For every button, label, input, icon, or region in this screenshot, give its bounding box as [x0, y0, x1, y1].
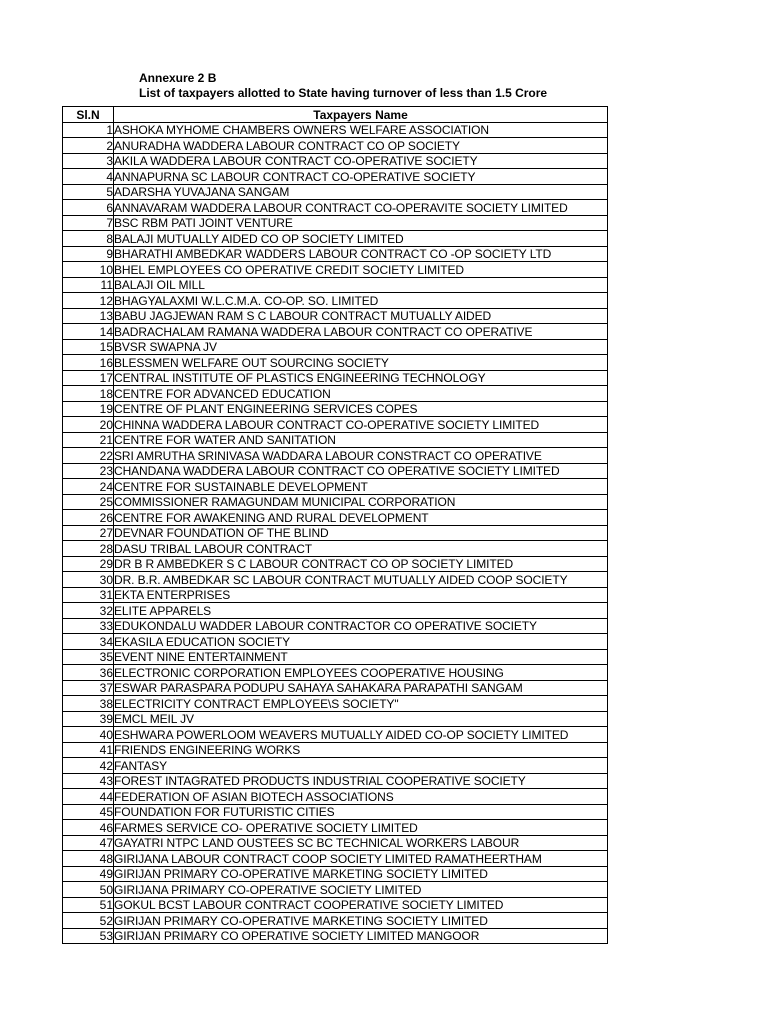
serial-number-cell: 41 — [63, 742, 114, 758]
table-row — [63, 851, 608, 867]
taxpayer-name-cell: BSC RBM PATI JOINT VENTURE — [114, 215, 608, 231]
table-row — [63, 525, 608, 541]
taxpayer-name-cell: EKTA ENTERPRISES — [114, 587, 608, 603]
table-row — [63, 820, 608, 836]
taxpayer-name-cell: BADRACHALAM RAMANA WADDERA LABOUR CONTRACT CO OPERATIVE — [114, 324, 608, 340]
serial-number-cell: 16 — [63, 355, 114, 371]
table-row — [63, 758, 608, 774]
taxpayer-name-cell: GIRIJAN PRIMARY CO-OPERATIVE MARKETING SOCIETY LIMITED — [114, 913, 608, 929]
table-row — [63, 277, 608, 293]
serial-number-cell: 32 — [63, 603, 114, 619]
table-row — [63, 463, 608, 479]
serial-number-cell: 31 — [63, 587, 114, 603]
serial-number-cell: 39 — [63, 711, 114, 727]
serial-number-cell: 52 — [63, 913, 114, 929]
table-row — [63, 417, 608, 433]
serial-number-cell: 10 — [63, 262, 114, 278]
serial-number-cell: 14 — [63, 324, 114, 340]
serial-number-cell: 3 — [63, 153, 114, 169]
taxpayer-name-cell: BHEL EMPLOYEES CO OPERATIVE CREDIT SOCIETY LIMITED — [114, 262, 608, 278]
table-row — [63, 231, 608, 247]
taxpayer-name-cell: FANTASY — [114, 758, 608, 774]
taxpayer-name-cell: ELECTRONIC CORPORATION EMPLOYEES COOPERATIVE HOUSING — [114, 665, 608, 681]
table-row — [63, 618, 608, 634]
serial-number-cell: 8 — [63, 231, 114, 247]
table-row — [63, 169, 608, 185]
table-row — [63, 308, 608, 324]
table-row — [63, 448, 608, 464]
table-row — [63, 324, 608, 340]
table-row — [63, 789, 608, 805]
table-row — [63, 572, 608, 588]
serial-number-header: Sl.N — [63, 107, 114, 123]
table-row — [63, 355, 608, 371]
table-row — [63, 200, 608, 216]
annexure-label: Annexure 2 B — [139, 71, 217, 85]
table-row — [63, 339, 608, 355]
table-row — [63, 603, 608, 619]
serial-number-cell: 6 — [63, 200, 114, 216]
table-row — [63, 711, 608, 727]
taxpayers-table — [62, 106, 608, 944]
serial-number-cell: 13 — [63, 308, 114, 324]
taxpayer-name-cell: ADARSHA YUVAJANA SANGAM — [114, 184, 608, 200]
taxpayer-name-cell: GAYATRI NTPC LAND OUSTEES SC BC TECHNICAL WORKERS LABOUR — [114, 835, 608, 851]
table-row — [63, 587, 608, 603]
taxpayer-name-cell: BLESSMEN WELFARE OUT SOURCING SOCIETY — [114, 355, 608, 371]
serial-number-cell: 43 — [63, 773, 114, 789]
serial-number-cell: 40 — [63, 727, 114, 743]
serial-number-cell: 35 — [63, 649, 114, 665]
taxpayer-name-cell: EVENT NINE ENTERTAINMENT — [114, 649, 608, 665]
taxpayer-name-cell: ANURADHA WADDERA LABOUR CONTRACT CO OP SOCIETY — [114, 138, 608, 154]
serial-number-cell: 53 — [63, 928, 114, 944]
table-row — [63, 727, 608, 743]
table-row — [63, 773, 608, 789]
taxpayer-name-cell: COMMISSIONER RAMAGUNDAM MUNICIPAL CORPORATION — [114, 494, 608, 510]
table-row — [63, 882, 608, 898]
document-title: List of taxpayers allotted to State having turnover of less than 1.5 Crore — [139, 86, 548, 100]
taxpayer-name-cell: GIRIJANA PRIMARY CO-OPERATIVE SOCIETY LIMITED — [114, 882, 608, 898]
table-row — [63, 432, 608, 448]
taxpayer-name-cell: BHARATHI AMBEDKAR WADDERS LABOUR CONTRACT CO -OP SOCIETY LTD — [114, 246, 608, 262]
taxpayer-name-cell: ESWAR PARASPARA PODUPU SAHAYA SAHAKARA PARAPATHI SANGAM — [114, 680, 608, 696]
taxpayer-name-cell: EKASILA EDUCATION SOCIETY — [114, 634, 608, 650]
serial-number-cell: 22 — [63, 448, 114, 464]
serial-number-cell: 23 — [63, 463, 114, 479]
serial-number-cell: 51 — [63, 897, 114, 913]
table-row — [63, 556, 608, 572]
table-row — [63, 246, 608, 262]
serial-number-cell: 18 — [63, 386, 114, 402]
taxpayer-name-cell: AKILA WADDERA LABOUR CONTRACT CO-OPERATIVE SOCIETY — [114, 153, 608, 169]
serial-number-cell: 19 — [63, 401, 114, 417]
taxpayer-name-cell: EDUKONDALU WADDER LABOUR CONTRACTOR CO OPERATIVE SOCIETY — [114, 618, 608, 634]
taxpayer-name-cell: CHANDANA WADDERA LABOUR CONTRACT CO OPERATIVE SOCIETY LIMITED — [114, 463, 608, 479]
table-row — [63, 665, 608, 681]
table-row — [63, 122, 608, 138]
serial-number-cell: 5 — [63, 184, 114, 200]
taxpayer-name-cell: BHAGYALAXMI W.L.C.M.A. CO-OP. SO. LIMITED — [114, 293, 608, 309]
table-row — [63, 804, 608, 820]
table-row — [63, 634, 608, 650]
serial-number-cell: 47 — [63, 835, 114, 851]
taxpayer-name-cell: EMCL MEIL JV — [114, 711, 608, 727]
serial-number-cell: 48 — [63, 851, 114, 867]
serial-number-cell: 27 — [63, 525, 114, 541]
table-row — [63, 153, 608, 169]
table-row — [63, 510, 608, 526]
serial-number-cell: 37 — [63, 680, 114, 696]
taxpayer-name-cell: FOREST INTAGRATED PRODUCTS INDUSTRIAL COOPERATIVE SOCIETY — [114, 773, 608, 789]
taxpayer-name-cell: DEVNAR FOUNDATION OF THE BLIND — [114, 525, 608, 541]
serial-number-cell: 11 — [63, 277, 114, 293]
table-row — [63, 649, 608, 665]
taxpayer-name-cell: CHINNA WADDERA LABOUR CONTRACT CO-OPERATIVE SOCIETY LIMITED — [114, 417, 608, 433]
table-row — [63, 138, 608, 154]
serial-number-cell: 1 — [63, 122, 114, 138]
taxpayer-name-cell: ELITE APPARELS — [114, 603, 608, 619]
taxpayer-name-cell: FRIENDS ENGINEERING WORKS — [114, 742, 608, 758]
table-row — [63, 866, 608, 882]
serial-number-cell: 25 — [63, 494, 114, 510]
table-row — [63, 494, 608, 510]
taxpayer-name-cell: BVSR SWAPNA JV — [114, 339, 608, 355]
taxpayer-name-cell: GIRIJAN PRIMARY CO OPERATIVE SOCIETY LIMITED MANGOOR — [114, 928, 608, 944]
serial-number-cell: 50 — [63, 882, 114, 898]
table-row — [63, 696, 608, 712]
taxpayer-name-cell: FARMES SERVICE CO- OPERATIVE SOCIETY LIMITED — [114, 820, 608, 836]
serial-number-cell: 45 — [63, 804, 114, 820]
table-row — [63, 913, 608, 929]
taxpayer-name-cell: CENTRE OF PLANT ENGINEERING SERVICES COPES — [114, 401, 608, 417]
serial-number-cell: 30 — [63, 572, 114, 588]
table-row — [63, 215, 608, 231]
table-row — [63, 293, 608, 309]
table-row — [63, 401, 608, 417]
serial-number-cell: 34 — [63, 634, 114, 650]
taxpayer-name-cell: DR B R AMBEDKER S C LABOUR CONTRACT CO OP SOCIETY LIMITED — [114, 556, 608, 572]
taxpayer-name-cell: GOKUL BCST LABOUR CONTRACT COOPERATIVE SOCIETY LIMITED — [114, 897, 608, 913]
taxpayer-name-cell: CENTRE FOR WATER AND SANITATION — [114, 432, 608, 448]
taxpayer-name-cell: GIRIJANA LABOUR CONTRACT COOP SOCIETY LIMITED RAMATHEERTHAM — [114, 851, 608, 867]
serial-number-cell: 26 — [63, 510, 114, 526]
serial-number-cell: 38 — [63, 696, 114, 712]
taxpayer-name-cell: CENTRE FOR SUSTAINABLE DEVELOPMENT — [114, 479, 608, 495]
serial-number-cell: 15 — [63, 339, 114, 355]
taxpayer-name-cell: SRI AMRUTHA SRINIVASA WADDARA LABOUR CONSTRACT CO OPERATIVE — [114, 448, 608, 464]
serial-number-cell: 44 — [63, 789, 114, 805]
table-row — [63, 742, 608, 758]
table-header-row — [63, 107, 608, 123]
serial-number-cell: 9 — [63, 246, 114, 262]
table-row — [63, 897, 608, 913]
serial-number-cell: 29 — [63, 556, 114, 572]
taxpayer-name-cell: FEDERATION OF ASIAN BIOTECH ASSOCIATIONS — [114, 789, 608, 805]
serial-number-cell: 20 — [63, 417, 114, 433]
serial-number-cell: 24 — [63, 479, 114, 495]
serial-number-cell: 2 — [63, 138, 114, 154]
table-row — [63, 262, 608, 278]
serial-number-cell: 49 — [63, 866, 114, 882]
taxpayer-name-cell: FOUNDATION FOR FUTURISTIC CITIES — [114, 804, 608, 820]
serial-number-cell: 42 — [63, 758, 114, 774]
table-row — [63, 541, 608, 557]
table-row — [63, 370, 608, 386]
serial-number-cell: 12 — [63, 293, 114, 309]
taxpayer-name-cell: ASHOKA MYHOME CHAMBERS OWNERS WELFARE ASSOCIATION — [114, 122, 608, 138]
taxpayer-name-cell: ESHWARA POWERLOOM WEAVERS MUTUALLY AIDED CO-OP SOCIETY LIMITED — [114, 727, 608, 743]
table-row — [63, 928, 608, 944]
table-row — [63, 386, 608, 402]
taxpayer-name-cell: CENTRE FOR ADVANCED EDUCATION — [114, 386, 608, 402]
table-row — [63, 184, 608, 200]
taxpayer-name-cell: ANNAPURNA SC LABOUR CONTRACT CO-OPERATIVE SOCIETY — [114, 169, 608, 185]
taxpayer-name-cell: GIRIJAN PRIMARY CO-OPERATIVE MARKETING SOCIETY LIMITED — [114, 866, 608, 882]
serial-number-cell: 7 — [63, 215, 114, 231]
taxpayer-name-cell: ANNAVARAM WADDERA LABOUR CONTRACT CO-OPERAVITE SOCIETY LIMITED — [114, 200, 608, 216]
serial-number-cell: 33 — [63, 618, 114, 634]
serial-number-cell: 4 — [63, 169, 114, 185]
taxpayer-name-cell: BALAJI MUTUALLY AIDED CO OP SOCIETY LIMITED — [114, 231, 608, 247]
taxpayer-name-cell: BABU JAGJEWAN RAM S C LABOUR CONTRACT MUTUALLY AIDED — [114, 308, 608, 324]
serial-number-cell: 36 — [63, 665, 114, 681]
taxpayer-name-cell: DR. B.R. AMBEDKAR SC LABOUR CONTRACT MUTUALLY AIDED COOP SOCIETY — [114, 572, 608, 588]
serial-number-cell: 28 — [63, 541, 114, 557]
table-row — [63, 479, 608, 495]
taxpayer-name-cell: BALAJI OIL MILL — [114, 277, 608, 293]
taxpayer-name-cell: CENTRE FOR AWAKENING AND RURAL DEVELOPMENT — [114, 510, 608, 526]
serial-number-cell: 21 — [63, 432, 114, 448]
table-body — [63, 122, 608, 944]
table-row — [63, 835, 608, 851]
table-row — [63, 680, 608, 696]
taxpayer-name-cell: DASU TRIBAL LABOUR CONTRACT — [114, 541, 608, 557]
serial-number-cell: 17 — [63, 370, 114, 386]
taxpayer-name-cell: CENTRAL INSTITUTE OF PLASTICS ENGINEERING TECHNOLOGY — [114, 370, 608, 386]
taxpayer-name-cell: ELECTRICITY CONTRACT EMPLOYEE\S SOCIETY" — [114, 696, 608, 712]
serial-number-cell: 46 — [63, 820, 114, 836]
taxpayer-name-header: Taxpayers Name — [114, 107, 608, 123]
